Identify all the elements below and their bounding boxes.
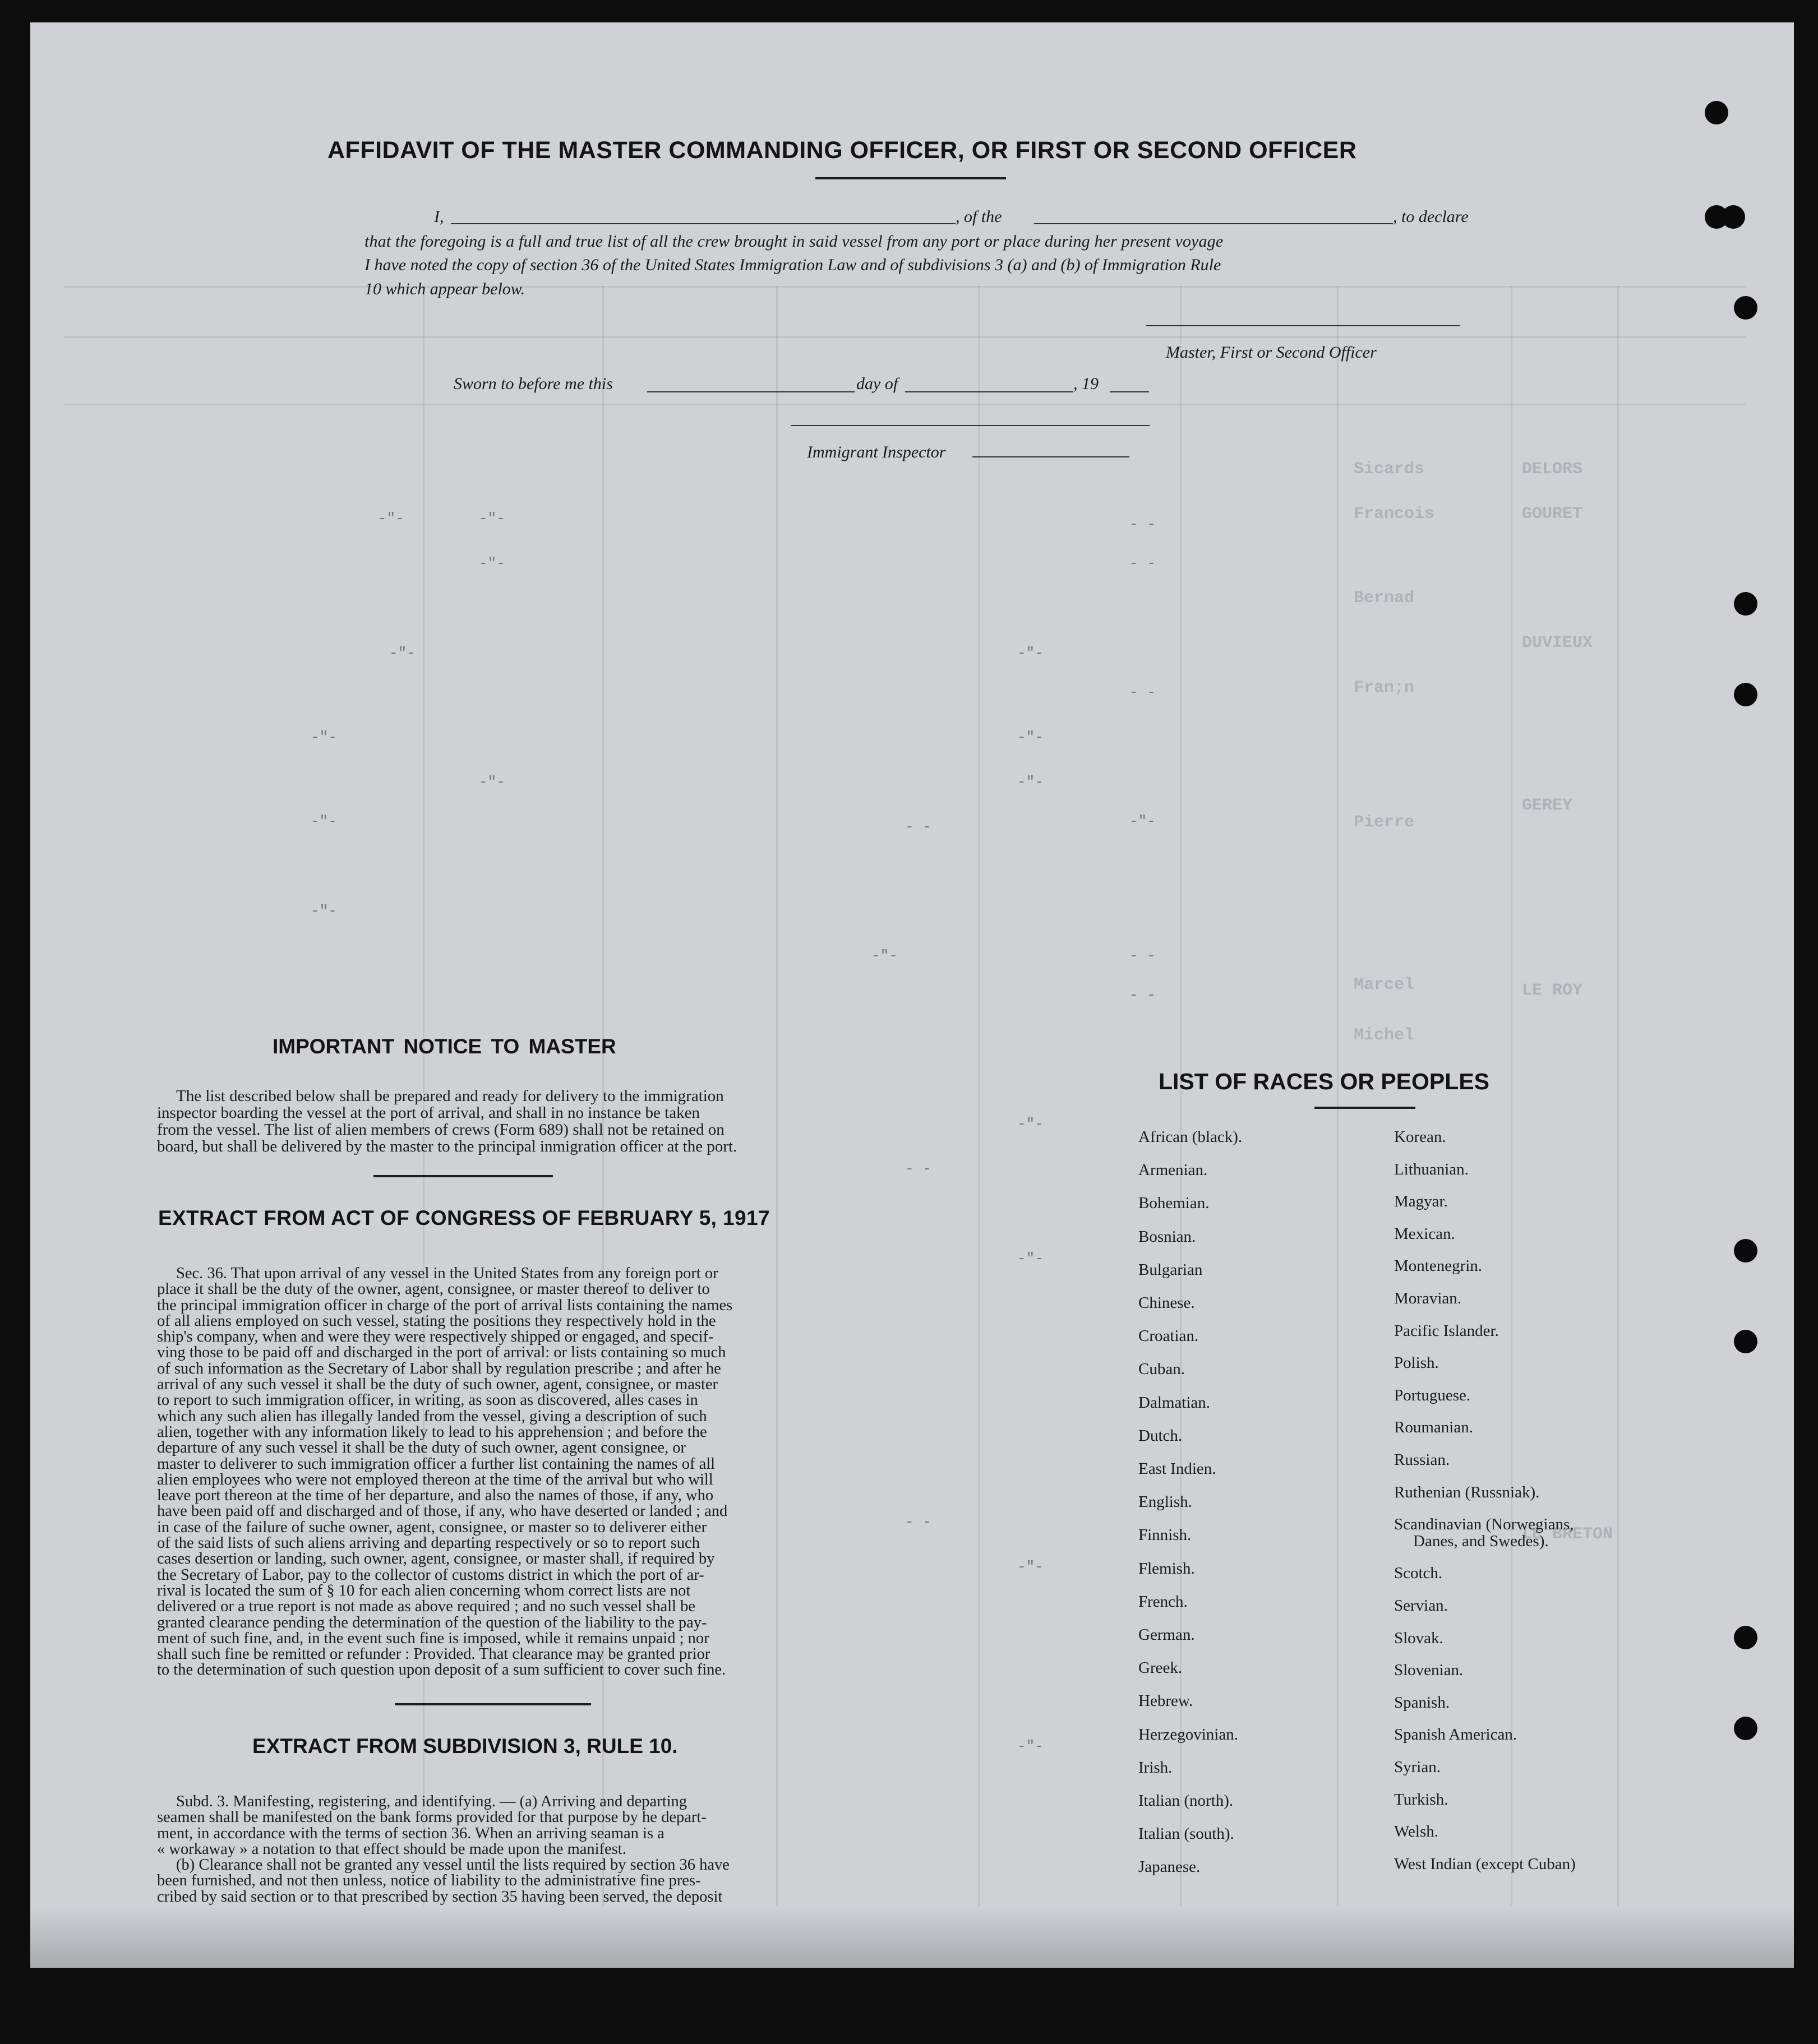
rule-extract-paragraph [157,1794,857,1921]
race-entry: Roumanian. [1394,1418,1473,1437]
races-title: LIST OF RACES OR PEOPLES [1159,1069,1490,1094]
act-extract-line: shall such fine be remitted or refunder : Provided. That clearance may be granted prior [157,1645,710,1663]
act-extract-line: the Secretary of Labor, pay to the collector of customs district in which the port of ar- [157,1566,704,1584]
inspector-label: Immigrant Inspector [807,443,946,461]
affidavit-body-line2: I have noted the copy of section 36 of the United States Immigration Law and of subdivisions 3 (a) and (b) of Immigration Rule [364,256,1221,274]
race-entry: Moravian. [1394,1289,1461,1307]
race-entry: Spanish American. [1394,1726,1517,1744]
act-extract-line: place it shall be the duty of the owner, agent, consignee, or master thereof to deliver to [157,1280,710,1298]
race-entry: Korean. [1394,1128,1446,1146]
binder-hole [1734,1717,1757,1740]
race-entry: Slovak. [1394,1629,1443,1647]
race-entry: Pacific Islander. [1394,1321,1499,1340]
notice-line: The list described below shall be prepared and ready for delivery to the immigration [176,1087,724,1105]
race-entry: West Indian (except Cuban) [1394,1855,1576,1873]
act-extract-line: departure of any such vessel it shall be the duty of such owner, agent consignee, or [157,1439,686,1457]
act-extract-line: have been paid off and discharged and of those, if any, who have deserted or landed ; and [157,1502,728,1520]
act-extract-line: ment of such fine, and, in the event such fine is imposed, while it remains unpaid ; nor [157,1629,709,1647]
rule-extract-title: EXTRACT FROM SUBDIVISION 3, RULE 10. [252,1735,678,1758]
race-entry: Italian (north). [1138,1792,1234,1810]
race-entry: Japanese. [1138,1858,1201,1876]
act-extract-line: granted clearance pending the determination of the question of the liability to the pay- [157,1613,707,1631]
race-entry: Cuban. [1138,1360,1185,1379]
race-entry: Lithuanian. [1394,1160,1469,1178]
race-entry: Italian (south). [1138,1825,1234,1843]
rule-extract-line: ment, in accordance with the terms of section 36. When an arriving seaman is a [157,1824,665,1842]
document-page: Sicards Francois Bernad Fran;n Pierre Marcel Michel DELORS GOURET DUVIEUX GEREY LE ROY LE BRETON -"- -"- - - -"- - - -"- -"- - - -"- -"- -"- -"- -"- - - -"- -"- -"- - - - - -"- - - -"- - - -"- -"- AFFIDAVIT OF THE MASTER COMMANDING OFFICER, OR FIRST OR SECOND OFFICER I, , of the , to declare that the foregoing is a full and true list of all the crew brought in said vessel from any port or place during her present voyage I have noted the copy of section 36 of the United States Immigration Law and of subdivisions 3 (a) and (b) of Immigration Rule 10 which appear below. Master, First or Second Officer Sworn to before me this day of , 19 Immigrant Inspector IMPORTANT NOTICE TO MASTER The list described below shall be prepared and ready for delivery to the immigration inspector boarding the vessel at the port of arrival, and shall in no instance be taken from the vessel. The list of alien members of crews (Form 689) shall not be retained on board, but shall be delivered by the master to the principal inmigration officer at the port. EXTRACT FROM ACT OF CONGRESS OF FEBRUARY 5, 1917 Sec. 36. That upon arrival of any vessel in the United States from any foreign port or place it shall be the duty of the owner, agent, consignee, or master thereof to deliver to the principal immigration officer in charge of the port of arrival lists containing the names of all aliens employed on such vessel, stating the positions they respectively hold in the ship's company, when and were they were respectively shipped or engaged, and specif- ving those to be paid off and discharged in the port of arrival: or lists containing so much of such information as the Secretary of Labor shall by regulation prescribe ; and after he arrival of any such vessel it shall be the duty of such owner, agent, consignee, or master to report to such immigration officer, in writing, as soon as discovered, alles cases in which any such alien has illegally landed from the vessel, giving a description of such alien, together with any information likely to lead to his apprehension ; and before the departure of any such vessel it shall be the duty of such owner, agent consignee, or master to deliverer to such immigration officer a further list containing the names of all alien employees who were not employed thereon at the time of the arrival but who will leave port thereon at the time of her departure, and also the names of those, if any, who have been paid off and discharged and of those, if any, who have deserted or landed ; and in case of the failure of suche owner, agent, consignee, or master so to deliverer either of the said lists of such aliens arriving and departing respectively or so to report such cases desertion or landing, such owner, agent, consignee, or master shall, if required by the Secretary of Labor, pay to the collector of customs district in which the port of ar- rival is located the sum of § 10 for each alien concerning whom correct lists are not delivered or a true report is not made as above required ; and no such vessel shall be granted clearance pending the determination of the question of the liability to the pay- ment of such fine, and, in the event such fine is imposed, while it remains unpaid ; nor shall such fine be remitted or refunder : Provided. That clearance may be granted prior to the determination of such question upon deposit of a sum sufficient to cover such fine. EXTRACT FROM SUBDIVISION 3, RULE 10. Subd. 3. Manifesting, registering, and identifying. — (a) Arriving and departing seamen shall be manifested on the bank forms provided for that purpose by he depart- ment, in accordance with the terms of section 36. When an arriving seaman is a « workaway » a notation to that effect should be made upon the manifest. (b) Clearance shall not be granted any vessel until the lists required by section 36 have been furnished, and not then unless, notice of liability to the administrative fine pres- cribed by said section or to that prescribed by section 35 having been served, the deposit LIST OF RACES OR PEOPLES African (black). Armenian. Bohemian. Bosnian. Bulgarian Chinese. Croatian. Cuban. Dalmatian. Dutch. East Indien. English. Finnish. Flemish. French. German. Greek. Hebrew. Herzegovinian. Irish. Italian (north). Italian (south). Japanese. Korean. Lithuanian. Magyar. Mexican. Montenegrin. Moravian. Pacific Islander. Polish. Portuguese. Roumanian. Russian. Ruthenian (Russniak). Scandinavian (Norwegians, Danes, and Swedes). Scotch. Servian. Slovak. Slovenian. Spanish. Spanish American. Syrian. Turkish. Welsh. West Indian (except Cuban) [30,22,1794,1968]
act-extract-line: ship's company, when and were they were respectively shipped or engaged, and specif- [157,1328,714,1346]
rule-extract-line: « workaway » a notation to that effect should be made upon the manifest. [157,1840,626,1858]
rule-extract-line: seamen shall be manifested on the bank forms provided for that purpose by he depart- [157,1809,707,1826]
rule-extract-line: (b) Clearance shall not be granted any vessel until the lists required by section 36 have [176,1856,730,1874]
race-entry: Polish. [1394,1354,1439,1372]
act-extract-line: delivered or a true report is not made as above required ; and no such vessel shall be [157,1598,695,1616]
race-entry: Syrian. [1394,1758,1441,1776]
act-extract-line: Sec. 36. That upon arrival of any vessel in the United States from any foreign port or [176,1265,718,1282]
act-extract-line: master to deliverer to such immigration officer a further list containing the names of all [157,1455,716,1473]
act-extract-line: the principal immigration officer in charge of the port of arrival lists containing the names [157,1296,733,1314]
affidavit-body-line3: 10 which appear below. [364,280,525,298]
act-extract-line: in case of the failure of suche owner, agent, consignee, or master so to deliverer either [157,1518,707,1536]
race-entry: Servian. [1394,1597,1448,1615]
race-entry: Slovenian. [1394,1661,1464,1680]
race-entry: Flemish. [1138,1559,1195,1578]
race-entry: African (black). [1138,1128,1243,1146]
race-entry: Bosnian. [1138,1227,1196,1246]
race-entry: Russian. [1394,1451,1450,1469]
races-title-rule [1314,1107,1415,1109]
race-entry: Bulgarian [1138,1260,1203,1279]
signature-label: Master, First or Second Officer [1166,343,1377,362]
binder-hole [1734,1330,1757,1353]
act-extract-line: which any such alien has illegally landed from the vessel, giving a description of such [157,1407,707,1425]
act-extract-line: rival is located the sum of § 10 for each alien concerning whom correct lists are not [157,1581,691,1599]
race-entry: Hebrew. [1138,1692,1193,1710]
page-bottom-shadow [30,1906,1794,1968]
act-extract-line: to report to such immigration officer, in writing, as soon as discovered, alles cases in [157,1391,698,1409]
binder-hole [1734,296,1757,320]
sworn-label: Sworn to before me this [454,374,613,393]
rule-extract-line: been furnished, and not then unless, notice of liability to the administrative fine pres- [157,1872,701,1890]
race-entry: German. [1138,1626,1195,1644]
rule-extract-line: Subd. 3. Manifesting, registering, and identifying. — (a) Arriving and departing [176,1793,687,1810]
act-extract-line: cases desertion or landing, such owner, agent, consignee, or master shall, if required by [157,1550,715,1568]
race-entry: Bohemian. [1138,1194,1210,1213]
race-entry: Armenian. [1138,1161,1208,1180]
signature-line[interactable] [1146,325,1460,326]
act-extract-paragraph [157,1266,857,1678]
race-entry: Dutch. [1138,1426,1183,1445]
notice-paragraph [157,1088,856,1155]
affidavit-to-declare-label: , to declare [1393,207,1469,226]
race-entry: Spanish. [1394,1693,1450,1712]
notice-rule [373,1175,553,1177]
day-of-label: day of [856,374,898,393]
race-entry: Croatian. [1138,1327,1199,1345]
notice-line: board, but shall be delivered by the master to the principal inmigration officer at the port. [157,1137,737,1155]
race-entry: Greek. [1138,1659,1183,1677]
affidavit-body-line1: that the foregoing is a full and true list of all the crew brought in said vessel from any port or place during her present voyage [364,232,1224,251]
affidavit-i-label: I, [434,207,444,226]
inspector-signature-line[interactable] [791,425,1150,426]
year-label: , 19 [1073,374,1099,393]
race-entry: Mexican. [1394,1224,1455,1243]
race-entry: Scandinavian (Norwegians, [1394,1515,1574,1534]
sworn-day-line[interactable] [647,391,855,392]
race-entry: Montenegrin. [1394,1257,1483,1275]
race-entry: Portuguese. [1394,1386,1471,1404]
notice-line: inspector boarding the vessel at the port of arrival, and shall in no instance be taken [157,1104,700,1122]
race-entry: Finnish. [1138,1526,1192,1544]
act-extract-line: to the determination of such question upon deposit of a sum sufficient to cover such fine. [157,1661,726,1679]
act-extract-line: ving those to be paid off and discharged in the port of arrival: or lists containing so much [157,1344,726,1362]
binder-hole [1734,592,1757,616]
affidavit-title: AFFIDAVIT OF THE MASTER COMMANDING OFFICER, OR FIRST OR SECOND OFFICER [327,137,1357,164]
race-entry: Welsh. [1394,1823,1439,1841]
race-entry: English. [1138,1493,1192,1511]
binder-hole [1734,1626,1757,1649]
race-entry: Dalmatian. [1138,1393,1211,1412]
race-entry: Danes, and Swedes). [1413,1532,1549,1550]
act-extract-title: EXTRACT FROM ACT OF CONGRESS OF FEBRUARY 5, 1917 [158,1206,770,1229]
act-extract-rule [395,1703,591,1705]
race-entry: French. [1138,1592,1188,1611]
race-entry: East Indien. [1138,1460,1216,1478]
race-entry: Herzegovinian. [1138,1725,1238,1744]
race-entry: Scotch. [1394,1564,1443,1583]
act-extract-line: of the said lists of such aliens arriving and departing respectively or so to report such [157,1534,700,1552]
notice-title: IMPORTANT NOTICE TO MASTER [273,1035,616,1058]
affidavit-of-the-label: , of the [956,207,1002,226]
act-extract-line: leave port thereon at the time of her departure, and also the names of those, if any, who [157,1487,714,1505]
race-entry: Magyar. [1394,1192,1448,1211]
race-entry: Turkish. [1394,1790,1448,1809]
act-extract-line: of such information as the Secretary of Labor shall by regulation prescribe ; and after he [157,1359,721,1377]
act-extract-line: of all aliens employed on such vessel, stating the positions they respectively hold in the [157,1312,716,1330]
declarant-name-line[interactable] [451,223,956,224]
rule-extract-line: cribed by said section or to that prescribed by section 35 having been served, the deposit [157,1888,723,1906]
binder-hole [1734,683,1757,706]
affidavit-title-rule [815,177,1006,179]
binder-hole [1734,1239,1757,1263]
race-entry: Ruthenian (Russniak). [1394,1483,1540,1501]
notice-line: from the vessel. The list of alien members of crews (Form 689) shall not be retained on [157,1121,725,1139]
binder-hole [1705,101,1728,124]
sworn-year-line[interactable] [1110,391,1149,392]
sworn-month-line[interactable] [905,391,1073,392]
inspector-name-line[interactable] [972,456,1129,457]
act-extract-line: arrival of any such vessel it shall be the duty of such owner, agent, consignee, or master [157,1376,718,1394]
binder-hole [1722,205,1745,229]
race-entry: Irish. [1138,1758,1173,1777]
act-extract-line: alien, together with any information likely to lead to his apprehension ; and before the [157,1423,707,1441]
vessel-name-line[interactable] [1034,223,1393,224]
act-extract-line: alien employees who were not employed thereon at the time of the arrival but who will [157,1470,713,1488]
race-entry: Chinese. [1138,1294,1195,1312]
